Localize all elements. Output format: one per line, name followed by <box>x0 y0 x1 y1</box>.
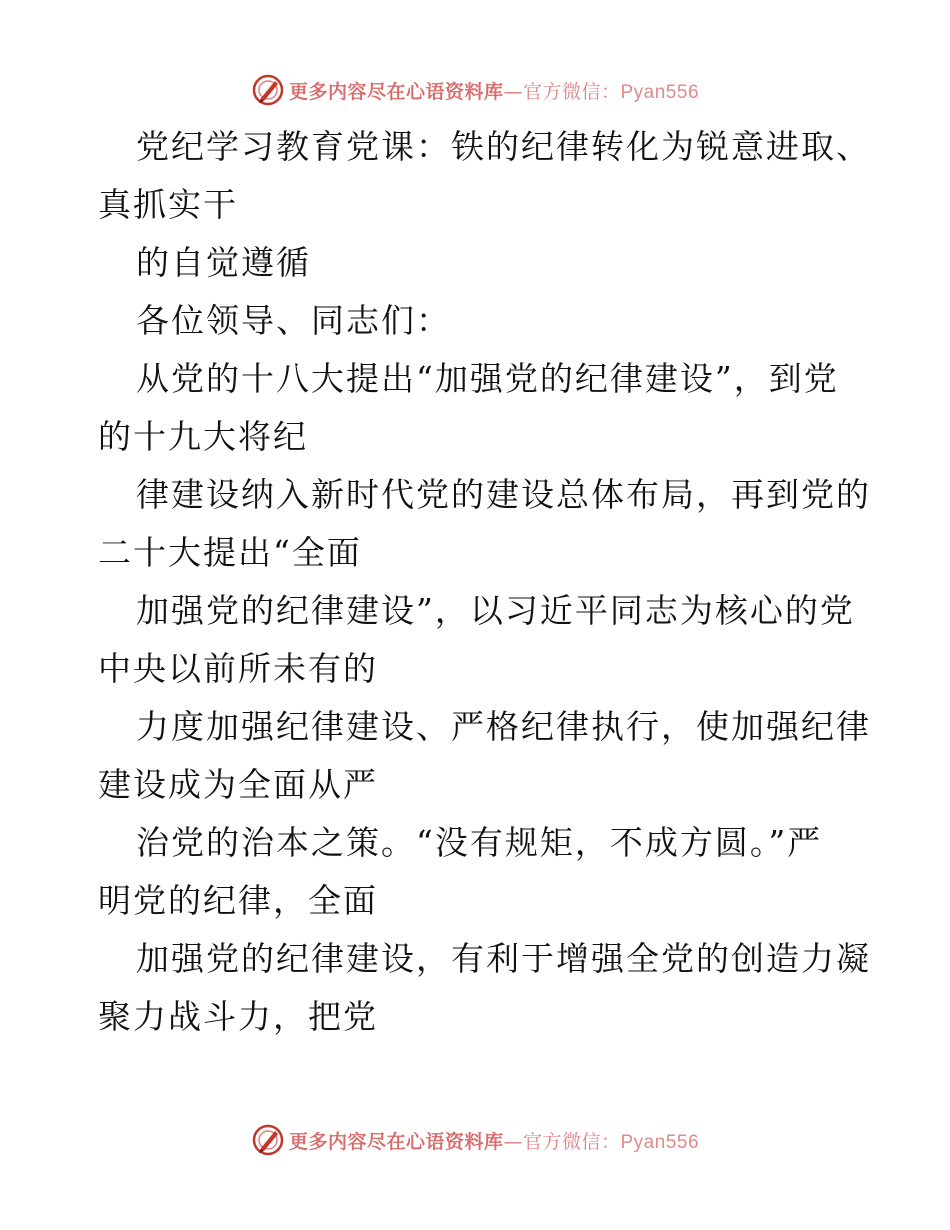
watermark-main: 更多内容尽在心语资料库 <box>288 1130 504 1153</box>
line-text: 聚力战斗力，把党 <box>98 997 378 1036</box>
line-text: 各位领导、同志们： <box>136 301 451 340</box>
line-text: 党纪学习教育党课：铁的纪律转化为锐意进取、 <box>136 127 871 166</box>
line-text: 从党的十八大提出“加强党的纪律建设”，到党 <box>136 359 839 398</box>
paragraph-9 <box>98 930 871 1046</box>
line-text: 的自觉遵循 <box>136 243 311 282</box>
line-text: 中央以前所未有的 <box>98 649 378 688</box>
line-text: 治党的治本之策。“没有规矩，不成方圆。”严 <box>136 823 823 862</box>
paragraph-5 <box>98 466 871 582</box>
paragraph-3 <box>98 292 858 350</box>
watermark-dash: — <box>503 1130 523 1153</box>
line-text: 的十九大将纪 <box>98 417 308 456</box>
footer-watermark <box>0 1120 950 1160</box>
watermark-id: Pyan556 <box>620 81 700 103</box>
watermark-sub: 官方微信： <box>522 80 621 103</box>
line-text: 力度加强纪律建设、严格纪律执行，使加强纪律 <box>136 707 871 746</box>
paragraph-2 <box>98 234 858 292</box>
paragraph-4 <box>98 350 858 466</box>
paragraph-7 <box>98 698 871 814</box>
watermark-main: 更多内容尽在心语资料库 <box>288 80 504 103</box>
watermark-dash: — <box>503 80 523 103</box>
header-watermark <box>0 70 950 110</box>
line-text: 真抓实干 <box>98 185 238 224</box>
pen-logo-icon <box>251 1123 285 1157</box>
pen-logo-icon <box>251 73 285 107</box>
line-text: 加强党的纪律建设，有利于增强全党的创造力凝 <box>136 939 871 978</box>
line-text: 加强党的纪律建设”，以习近平同志为核心的党 <box>136 591 855 630</box>
watermark-text <box>289 1127 699 1154</box>
watermark-text <box>289 77 699 104</box>
watermark-sub: 官方微信： <box>522 1130 621 1153</box>
line-text: 律建设纳入新时代党的建设总体布局，再到党的 <box>136 475 871 514</box>
line-text: 明党的纪律，全面 <box>98 881 378 920</box>
paragraph-6 <box>98 582 858 698</box>
paragraph-1 <box>98 118 871 234</box>
line-text: 二十大提出“全面 <box>98 533 362 572</box>
paragraph-8 <box>98 814 858 930</box>
document-body <box>98 118 871 1046</box>
watermark-id: Pyan556 <box>620 1131 700 1153</box>
line-text: 建设成为全面从严 <box>98 765 378 804</box>
